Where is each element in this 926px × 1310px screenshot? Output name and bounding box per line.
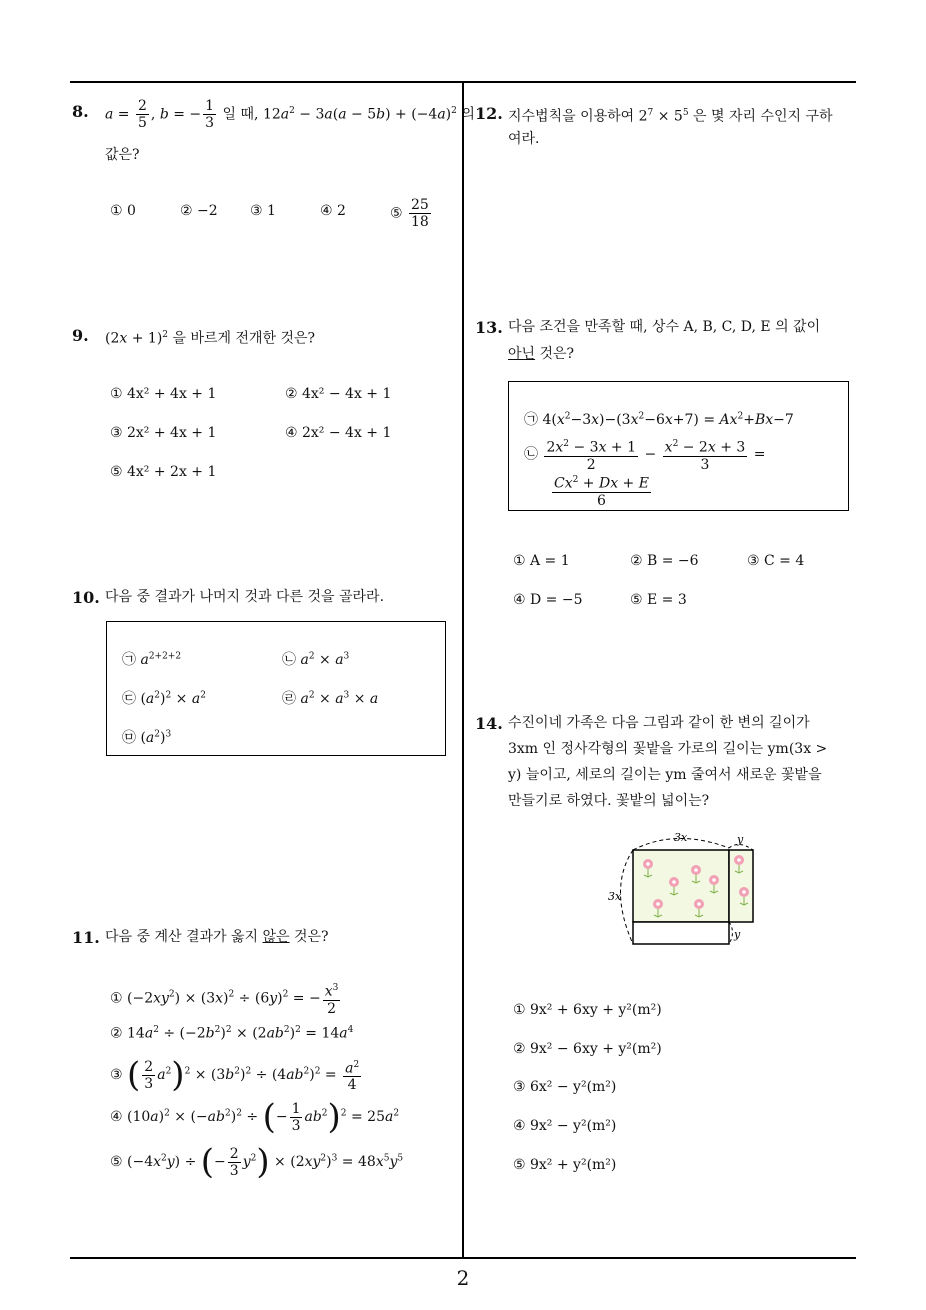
q14-opt-4[interactable]: ④ 9x² − y²(m²) [513,1118,617,1134]
q14-opt-2[interactable]: ② 9x² − 6xy + y²(m²) [513,1041,662,1057]
q11-opt-5[interactable]: ⑤ $(-4x^2y)$ ÷ (− $\frac{2}{3}$ $y^2) \times (2xy^2)^3 = 48x^5y^5$ [110,1142,404,1182]
q13-cond-2-rhs: $\frac{Cx^2 + Dx + E}{6}$ [550,472,653,509]
q12-line1: 지수법칙을 이용하여 $2^7 \times 5^5$ 은 몇 자리 수인지 구하 [508,108,833,125]
bottom-rule [70,1257,856,1259]
q11-opt-4[interactable]: ④ $(10a)^2 \times (-ab^2)^2$ ÷ (− $\frac{1}{3}$ $ab^2)^2 = 25a^2$ [110,1097,400,1137]
q13-line1: 다음 조건을 만족할 때, 상수 A, B, C, D, E 의 값이 [508,319,821,335]
q8-opt-3[interactable]: ③ 1 [250,203,276,219]
q13-cond-2: ㉡ $\frac{2x^2 - 3x + 1}{2}$ − $\frac{x^2 - 2x + 3}{3}$ = [524,436,765,473]
q13-opt-1[interactable]: ① A = 1 [513,553,570,569]
q8-number: 8. [72,102,89,121]
q13-opt-4[interactable]: ④ D = −5 [513,592,583,608]
q11-stem: 다음 중 계산 결과가 옳지 않은 것은? [105,929,329,945]
q8-opt-1[interactable]: ① 0 [110,203,136,219]
fig-label-top-right: y [737,833,744,846]
q8-line2: 값은? [105,147,140,163]
q10-item-5: ㉤ $(a^2)^3$ [122,729,172,746]
q13-opt-3[interactable]: ③ C = 4 [747,553,805,569]
q9-opt-4[interactable]: ④ 2x² − 4x + 1 [285,425,392,441]
fig-label-right: y [734,928,741,941]
q10-item-2: ㉡ $a^2 \times a^3$ [282,651,350,668]
fig-label-left: 3x [608,890,622,903]
q9-opt-5[interactable]: ⑤ 4x² + 2x + 1 [110,464,217,480]
q13-number: 13. [475,318,503,337]
q10-stem: 다음 중 결과가 나머지 것과 다른 것을 골라라. [105,589,385,605]
q14-line4: 만들기로 하였다. 꽃밭의 넓이는? [508,793,710,809]
q8-opt-4[interactable]: ④ 2 [320,203,346,219]
q10-item-1: ㉠ $a^{2+2+2}$ [122,651,182,668]
q12-number: 12. [475,104,503,123]
q11-opt-1[interactable]: ① $(-2xy^2) \times (3x)^2 \div (6y)^2$ = − $\frac{x^3}{2}$ [110,980,342,1017]
q8-tail: 의 [461,106,475,123]
removed-strip [633,922,729,944]
q8-opt-5[interactable]: ⑤ $\frac{25}{18}$ [390,197,429,230]
q13-opt-5[interactable]: ⑤ E = 3 [630,592,687,608]
q9-opt-2[interactable]: ② 4x² − 4x + 1 [285,386,392,402]
q9-opt-1[interactable]: ① 4x² + 4x + 1 [110,386,217,402]
q11-opt-2[interactable]: ② $14a^2 \div (-2b^2)^2 \times (2ab^2)^2 = 14a^4$ [110,1025,354,1042]
q9-number: 9. [72,326,89,345]
page-number: 2 [456,1266,470,1290]
q14-opt-5[interactable]: ⑤ 9x² + y²(m²) [513,1157,617,1173]
q14-number: 14. [475,714,503,733]
q10-item-3: ㉢ $(a^2)^2 \times a^2$ [122,690,206,707]
q13-cond-1: ㉠ $4(x^2-3x)-(3x^2-6x+7) = Ax^2+Bx-7$ [524,411,794,428]
fig-label-top: 3x [674,831,688,844]
left-dimension-arc [621,850,634,944]
q14-line1: 수진이네 가족은 다음 그림과 같이 한 변의 길이가 [508,715,810,731]
q10-number: 10. [72,588,100,607]
column-divider [462,82,464,1258]
q9-stem: $(2x + 1)^2$ 을 바르게 전개한 것은? [105,330,316,347]
q8-opt-2[interactable]: ② −2 [180,203,218,219]
q8-stem: a = $\frac{2}{5}$ , b = − $\frac{1}{3}$ 일 때, $12a^2 - 3a(a - 5b) + (-4a)^2$ 의 [105,98,475,132]
q14-opt-1[interactable]: ① 9x² + 6xy + y²(m²) [513,1002,662,1018]
q14-opt-3[interactable]: ③ 6x² − y²(m²) [513,1079,617,1095]
q12-line2: 여라. [508,131,540,147]
q13-opt-2[interactable]: ② B = −6 [630,553,699,569]
q11-number: 11. [72,928,100,947]
q14-line2: 3xm 인 정사각형의 꽃밭을 가로의 길이는 ym(3x > [508,741,828,757]
q8-mid: 일 때, [222,106,259,123]
flower-garden-figure [606,826,766,956]
q11-opt-3[interactable]: ③ ( $\frac{2}{3}$ $a^2)^2 \times (3b^2)^2 \div (4ab^2)^2$ = $\frac{a^2}{4}$ [110,1055,360,1095]
q14-line3: y) 늘이고, 세로의 길이는 ym 줄여서 새로운 꽃밭을 [508,767,822,783]
q13-line2: 아닌 것은? [508,346,575,362]
q10-item-4: ㉣ $a^2 \times a^3 \times a$ [282,690,379,707]
q9-opt-3[interactable]: ③ 2x² + 4x + 1 [110,425,217,441]
